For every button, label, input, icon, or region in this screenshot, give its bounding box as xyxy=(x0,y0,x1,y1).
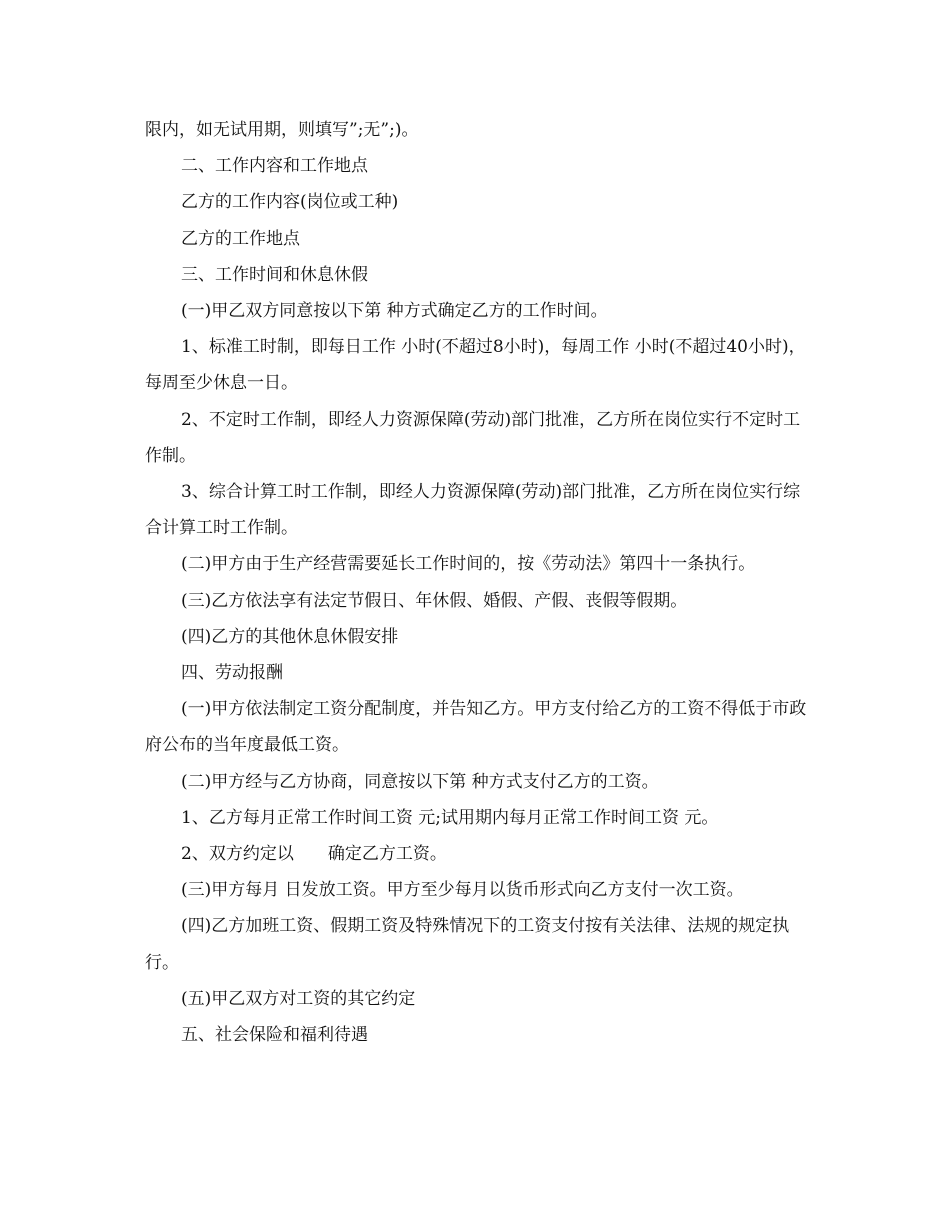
section-heading: 四、劳动报酬 xyxy=(181,663,283,684)
paragraph: (三)甲方每月 日发放工资。甲方至少每月以货币形式向乙方支付一次工资。 xyxy=(181,880,744,901)
paragraph: (五)甲乙双方对工资的其它约定 xyxy=(181,988,416,1009)
paragraph: 乙方的工作内容(岗位或工种) xyxy=(181,192,399,213)
paragraph: 3、综合计算工时工作制，即经人力资源保障(劳动)部门批准，乙方所在岗位实行综合计算工时工作制。 xyxy=(145,482,801,539)
document-body xyxy=(145,112,810,1053)
paragraph: 乙方的工作地点 xyxy=(181,228,300,249)
section-heading: 五、社会保险和福利待遇 xyxy=(181,1025,368,1046)
paragraph: 2、双方约定以 确定乙方工资。 xyxy=(181,844,447,865)
paragraph: (一)甲方依法制定工资分配制度，并告知乙方。甲方支付给乙方的工资不得低于市政府公布的当年度最低工资。 xyxy=(145,699,807,756)
paragraph: (四)乙方加班工资、假期工资及特殊情况下的工资支付按有关法律、法规的规定执行。 xyxy=(145,916,790,973)
paragraph: (二)甲方经与乙方协商，同意按以下第 种方式支付乙方的工资。 xyxy=(181,771,659,792)
paragraph: 限内，如无试用期，则填写”;无”;)。 xyxy=(145,120,419,140)
paragraph: 1、标准工时制，即每日工作 小时(不超过8小时)，每周工作 小时(不超过40小时)，每周至少休息一日。 xyxy=(145,337,806,394)
paragraph: (三)乙方依法享有法定节假日、年休假、婚假、产假、丧假等假期。 xyxy=(181,590,688,611)
paragraph: 1、乙方每月正常工作时间工资 元;试用期内每月正常工作时间工资 元。 xyxy=(181,807,719,828)
paragraph: (二)甲方由于生产经营需要延长工作时间的，按《劳动法》第四十一条执行。 xyxy=(181,554,756,575)
section-heading: 二、工作内容和工作地点 xyxy=(181,156,368,177)
paragraph: 2、不定时工作制，即经人力资源保障(劳动)部门批准，乙方所在岗位实行不定时工作制。 xyxy=(145,409,801,466)
section-heading: 三、工作时间和休息休假 xyxy=(181,264,368,285)
paragraph: (四)乙方的其他休息休假安排 xyxy=(181,626,399,647)
paragraph: (一)甲乙双方同意按以下第 种方式确定乙方的工作时间。 xyxy=(181,301,608,322)
